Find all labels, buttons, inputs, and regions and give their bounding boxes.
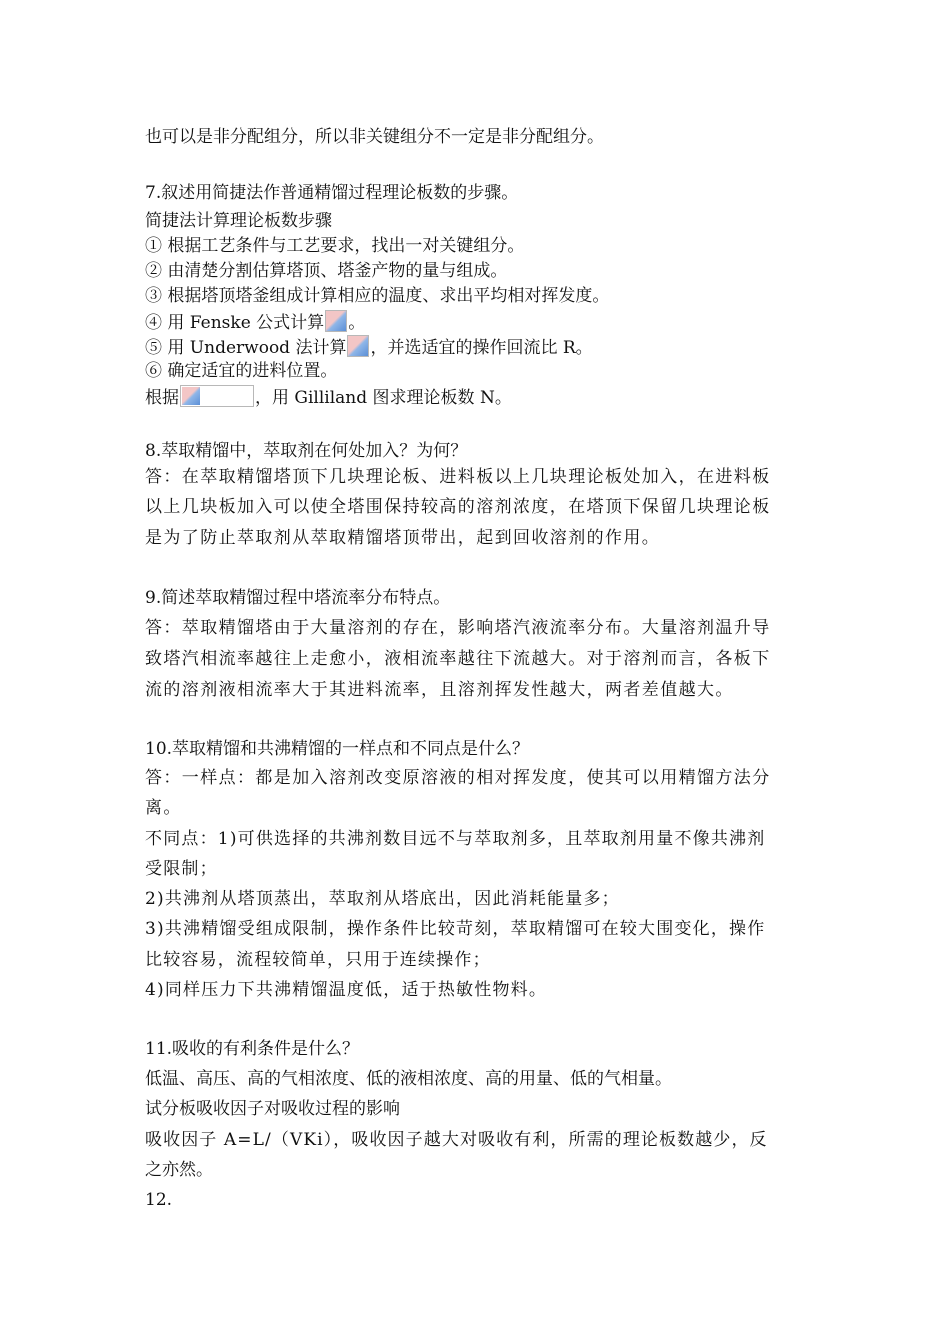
answer-line: 以上几块板加入可以使全塔围保持较高的溶剂浓度，在塔顶下保留几块理论板	[145, 497, 771, 517]
answer-line: 答：一样点：都是加入溶剂改变原溶液的相对挥发度，使其可以用精馏方法分	[145, 768, 771, 788]
step-5	[145, 335, 593, 359]
answer-line: 是为了防止萃取剂从萃取精馏塔顶带出，起到回收溶剂的作用。	[145, 528, 661, 548]
gilliland-end: ，用 Gilliland 图求理论板数 N。	[255, 388, 512, 408]
answer-line: 2)共沸剂从塔顶蒸出，萃取剂从塔底出，因此消耗能量多；	[145, 889, 620, 909]
text-line: 也可以是非分配组分，所以非关键组分不一定是非分配组分。	[145, 127, 604, 147]
question-8-heading: 8.萃取精馏中，萃取剂在何处加入？为何？	[145, 441, 468, 461]
step-2: ② 由清楚分割估算塔顶、塔釜产物的量与组成。	[145, 261, 508, 281]
answer-line: 离。	[145, 798, 182, 818]
step-6: ⑥ 确定适宜的进料位置。	[145, 361, 338, 381]
broken-image-icon	[180, 385, 254, 407]
answer-line: 流的溶剂液相流率大于其进料流率，且溶剂挥发性越大，两者差值越大。	[145, 680, 734, 700]
gilliland-line	[145, 385, 512, 409]
step-5-end: ，并选适宜的操作回流比 R。	[370, 338, 593, 358]
text-line: 简捷法计算理论板数步骤	[145, 211, 332, 231]
gilliland-text: 根据	[145, 388, 179, 408]
answer-line: 4)同样压力下共沸精馏温度低，适于热敏性物料。	[145, 980, 548, 1000]
answer-line: 3)共沸精馏受组成限制，操作条件比较苛刻，萃取精馏可在较大围变化，操作	[145, 919, 766, 939]
answer-line: 之亦然。	[145, 1160, 213, 1180]
step-4-text: ④ 用 Fenske 公式计算	[145, 313, 325, 333]
answer-line: 不同点：1)可供选择的共沸剂数目远不与萃取剂多，且萃取剂用量不像共沸剂	[145, 829, 766, 849]
question-11-heading: 11.吸收的有利条件是什么？	[145, 1039, 360, 1059]
question-10-heading: 10.萃取精馏和共沸精馏的一样点和不同点是什么？	[145, 739, 530, 759]
broken-image-icon	[347, 335, 369, 357]
answer-line: 吸收因子 A=L/（VKi），吸收因子越大对吸收有利，所需的理论板数越少，反	[145, 1130, 768, 1150]
answer-line: 答：萃取精馏塔由于大量溶剂的存在，影响塔汽液流率分布。大量溶剂温升导	[145, 618, 771, 638]
broken-image-icon	[325, 310, 347, 332]
answer-line: 致塔汽相流率越往上走愈小，液相流率越往下流越大。对于溶剂而言，各板下	[145, 649, 771, 669]
step-4-end: 。	[348, 313, 366, 333]
answer-line: 答：在萃取精馏塔顶下几块理论板、进料板以上几块理论板处加入，在进料板	[145, 467, 771, 487]
step-1: ① 根据工艺条件与工艺要求，找出一对关键组分。	[145, 236, 525, 256]
answer-line: 低温、高压、高的气相浓度、低的液相浓度、高的用量、低的气相量。	[145, 1069, 672, 1089]
question-9-heading: 9.简述萃取精馏过程中塔流率分布特点。	[145, 588, 451, 608]
answer-line: 比较容易，流程较简单，只用于连续操作；	[145, 950, 491, 970]
question-12-heading: 12.	[145, 1190, 173, 1210]
step-4	[145, 310, 365, 334]
step-5-text: ⑤ 用 Underwood 法计算	[145, 338, 347, 358]
step-3: ③ 根据塔顶塔釜组成计算相应的温度、求出平均相对挥发度。	[145, 286, 610, 306]
question-7-heading: 7.叙述用简捷法作普通精馏过程理论板数的步骤。	[145, 183, 519, 203]
answer-line: 受限制；	[145, 859, 218, 879]
text-line: 试分板吸收因子对吸收过程的影响	[145, 1099, 400, 1119]
